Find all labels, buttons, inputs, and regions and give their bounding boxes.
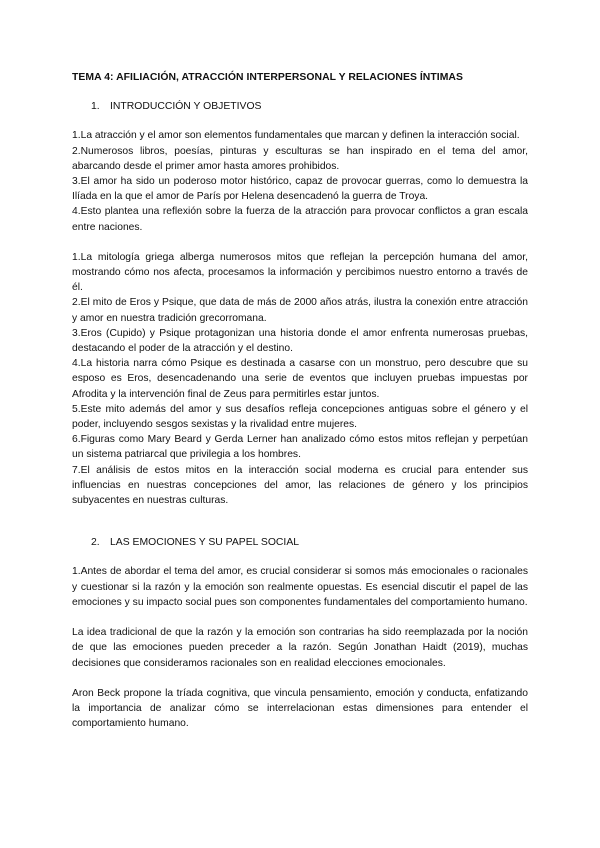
paragraph: 1.Antes de abordar el tema del amor, es crucial considerar si somos más emocionales o racionales y cuestionar si la razón y la emoción son realmente opuestas. Es esencial discutir el papel de las emociones y su impacto social pues son componentes fundamentales del comportamiento humano. — [72, 566, 528, 608]
document-title: TEMA 4: AFILIACIÓN, ATRACCIÓN INTERPERSONAL Y RELACIONES ÍNTIMAS — [72, 72, 463, 83]
paragraph: 2.El mito de Eros y Psique, que data de más de 2000 años atrás, ilustra la conexión entre atracción y amor en nuestra tradición grecorromana. — [72, 297, 528, 324]
spacer — [72, 610, 528, 625]
section-heading-text: INTRODUCCIÓN Y OBJETIVOS — [110, 101, 262, 113]
section-heading-text: LAS EMOCIONES Y SU PAPEL SOCIAL — [110, 537, 300, 549]
paragraph: 5.Este mito además del amor y sus desafíos refleja concepciones antiguas sobre el género y el poder, incluyendo sesgos sexistas y la rivalidad entre mujeres. — [72, 403, 528, 431]
spacer — [72, 235, 528, 250]
document-page — [72, 70, 528, 731]
paragraph: 4.La historia narra cómo Psique es destinada a casarse con un monstruo, pero descubre que su esposo es Eros, desencadenando una serie de eventos que incluyen pruebas impuestas por Afrodita y la intervención final de Zeus para permitirles estar juntos. — [72, 358, 528, 400]
paragraph-group — [72, 686, 528, 732]
section-number: 2. — [91, 537, 100, 549]
section-heading-1 — [91, 99, 528, 114]
paragraph: 6.Figuras como Mary Beard y Gerda Lerner han analizado cómo estos mitos reflejan y perpetúan un sistema patriarcal que privilegia a los hombres. — [72, 434, 528, 461]
paragraph: 2.Numerosos libros, poesías, pinturas y esculturas se han inspirado en el tema del amor, abarcando desde el primer amor hasta amores prohibidos. — [72, 145, 528, 172]
paragraph: 7.El análisis de estos mitos en la interacción social moderna es crucial para entender sus influencias en nuestras concepciones del amor, las relaciones de género y los principios subyacentes en nuestras culturas. — [72, 464, 528, 507]
paragraph: 3.Eros (Cupido) y Psique protagonizan una historia donde el amor enfrenta numerosas pruebas, destacando el poder de la atracción y el destino. — [72, 327, 528, 355]
paragraph: Aron Beck propone la tríada cognitiva, que vincula pensamiento, emoción y conducta, enfatizando la importancia de analizar cómo se interrelacionan estas dimensiones para entender el comportamiento humano. — [72, 687, 528, 730]
paragraph: 3.El amor ha sido un poderoso motor histórico, capaz de provocar guerras, como lo demuestra la Ilíada en la que el amor de París por Helena desencadenó la guerra de Troya. — [72, 176, 528, 203]
paragraph: 4.Esto plantea una reflexión sobre la fuerza de la atracción para provocar conflictos a gran escala entre naciones. — [72, 206, 528, 233]
spacer — [72, 671, 528, 686]
paragraph: La idea tradicional de que la razón y la emoción son contrarias ha sido reemplazada por la noción de que las emociones pueden preceder a la razón. Según Jonathan Haidt (2019), muchas decisiones que consideramos racionales son en realidad elecciones emocionales. — [72, 627, 528, 669]
section-heading-2 — [91, 535, 528, 550]
paragraph: 1.La mitología griega alberga numerosos mitos que reflejan la percepción humana del amor, mostrando cómo nos afecta, procesamos la información y percibimos nuestro entorno a través de él. — [72, 251, 528, 294]
paragraph-group — [72, 564, 528, 610]
paragraph-group — [72, 250, 528, 508]
section-number: 1. — [91, 101, 100, 113]
paragraph-group — [72, 625, 528, 671]
paragraph-group — [72, 128, 528, 234]
paragraph: 1.La atracción y el amor son elementos fundamentales que marcan y definen la interacción social. — [72, 130, 520, 142]
spacer — [72, 508, 528, 535]
